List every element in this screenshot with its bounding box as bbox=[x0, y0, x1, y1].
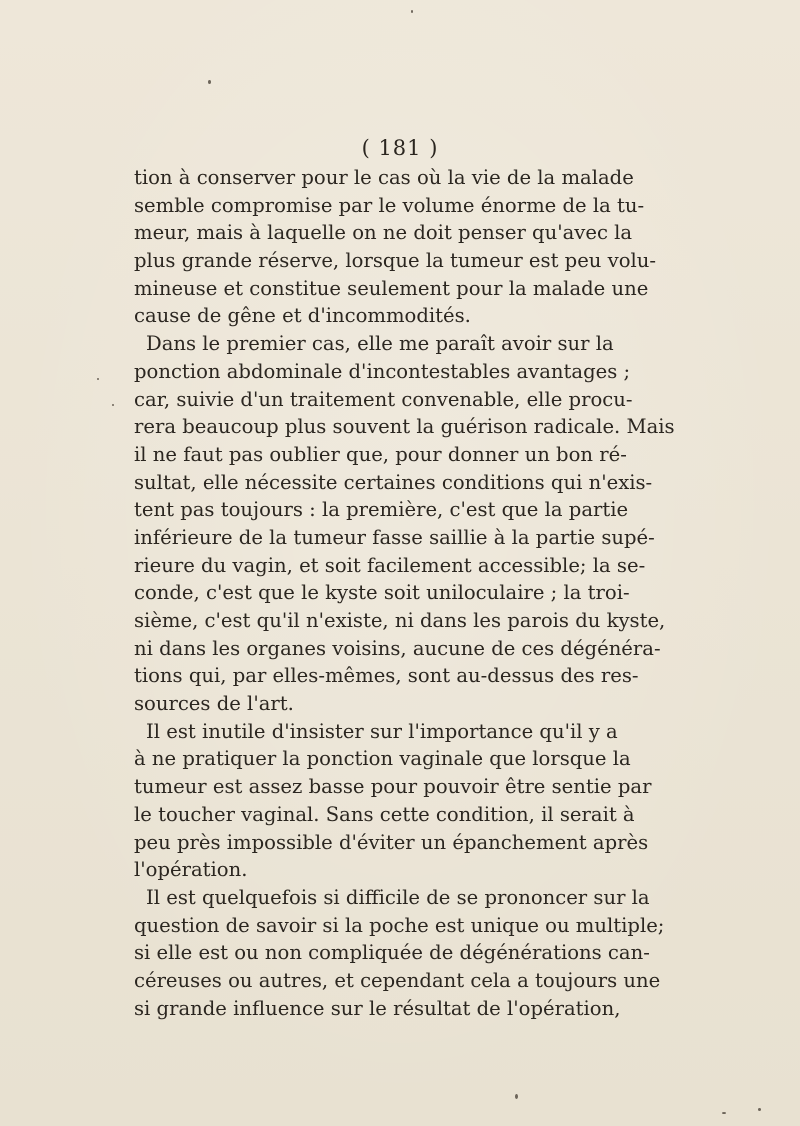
paper-speck bbox=[97, 378, 99, 380]
paragraph-start-line: Il est quelquefois si difficile de se prononcer sur la bbox=[146, 885, 650, 909]
text-line: ni dans les organes voisins, aucune de ces dégénéra- bbox=[134, 636, 661, 660]
text-line: mineuse et constitue seulement pour la malade une bbox=[134, 276, 649, 300]
text-line: semble compromise par le volume énorme de la tu- bbox=[134, 193, 645, 217]
text-line: ponction abdominale d'incontestables avantages ; bbox=[134, 359, 631, 383]
text-line: rieure du vagin, et soit facilement accessible; la se- bbox=[134, 553, 646, 577]
text-line: question de savoir si la poche est unique ou multiple; bbox=[134, 913, 665, 937]
paper-speck bbox=[758, 1108, 761, 1111]
text-line: plus grande réserve, lorsque la tumeur est peu volu- bbox=[134, 249, 657, 273]
text-line: cause de gêne et d'incommodités. bbox=[134, 304, 471, 328]
paper-speck bbox=[515, 1094, 518, 1099]
text-line: peu près impossible d'éviter un épanchement après bbox=[134, 830, 649, 854]
text-line: l'opération. bbox=[134, 858, 248, 882]
text-line: le toucher vaginal. Sans cette condition, il serait à bbox=[134, 802, 635, 826]
text-line: conde, c'est que le kyste soit uniloculaire ; la troi- bbox=[134, 581, 630, 605]
text-line: il ne faut pas oublier que, pour donner un bon ré- bbox=[134, 442, 627, 466]
text-line: tions qui, par elles-mêmes, sont au-dessus des res- bbox=[134, 664, 639, 688]
text-line: si grande influence sur le résultat de l'opération, bbox=[134, 996, 621, 1020]
text-line: céreuses ou autres, et cependant cela a toujours une bbox=[134, 968, 661, 992]
text-line: tent pas toujours : la première, c'est que la partie bbox=[134, 498, 629, 522]
paper-speck bbox=[208, 80, 211, 84]
paper-speck bbox=[722, 1112, 726, 1114]
text-line: sième, c'est qu'il n'existe, ni dans les parois du kyste, bbox=[134, 609, 666, 632]
text-line: sultat, elle nécessite certaines conditions qui n'exis- bbox=[134, 470, 653, 494]
page-number: ( 181 ) bbox=[361, 136, 439, 160]
text-line: inférieure de la tumeur fasse saillie à la partie supé- bbox=[134, 525, 655, 549]
text-line: rera beaucoup plus souvent la guérison radicale. Mais bbox=[134, 415, 675, 439]
paper-speck bbox=[411, 10, 413, 13]
paragraph-start-line: Dans le premier cas, elle me paraît avoir sur la bbox=[146, 332, 614, 356]
text-line: car, suivie d'un traitement convenable, elle procu- bbox=[134, 387, 633, 411]
text-line: tion à conserver pour le cas où la vie de la malade bbox=[134, 166, 634, 189]
paper-speck bbox=[112, 404, 114, 406]
text-line: meur, mais à laquelle on ne doit penser qu'avec la bbox=[134, 221, 633, 245]
paragraph-start-line: Il est inutile d'insister sur l'importance qu'il y a bbox=[146, 719, 618, 743]
text-line: si elle est ou non compliquée de dégénérations can- bbox=[134, 941, 650, 965]
text-line: à ne pratiquer la ponction vaginale que lorsque la bbox=[134, 747, 631, 771]
text-line: sources de l'art. bbox=[134, 692, 294, 716]
text-line: tumeur est assez basse pour pouvoir être sentie par bbox=[134, 775, 652, 799]
body-text bbox=[134, 164, 675, 1022]
